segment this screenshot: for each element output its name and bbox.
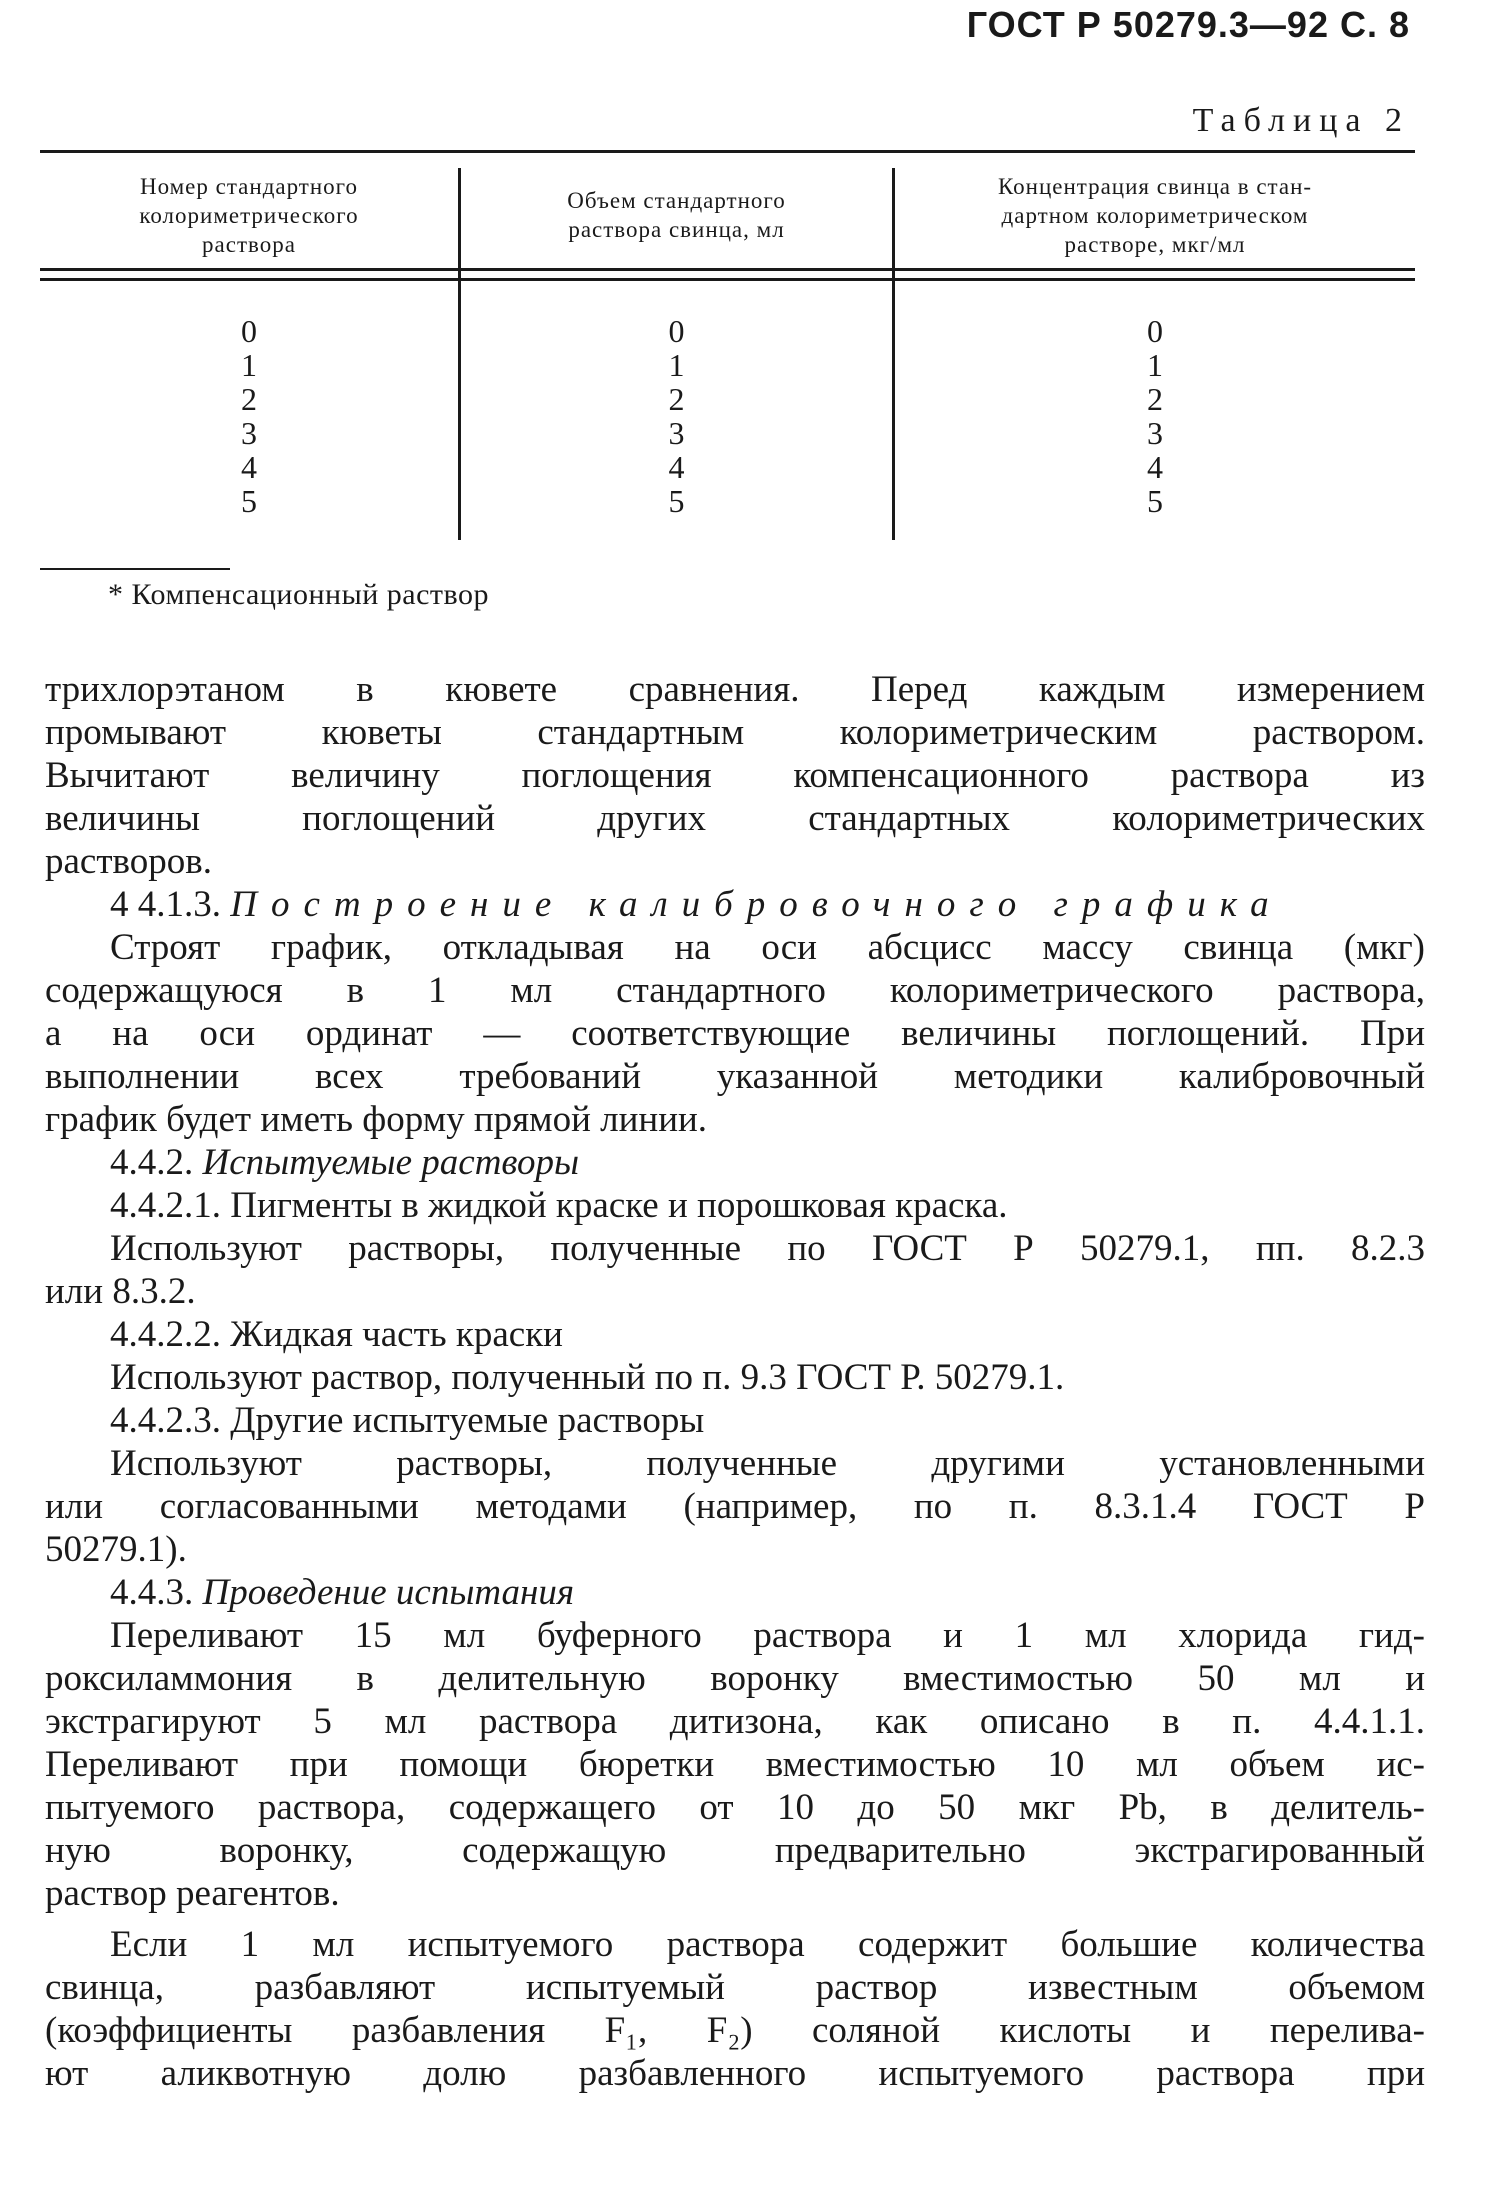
table-cell: 4: [241, 449, 257, 485]
paragraph-procedure: Переливают 15 мл буферного раствора и 1 мл хлорида гид- роксиламмония в делительную воронку вместимостью 50 мл и экстрагируют 5 мл раствора дитизона, как описано в п. 4.4.1.1. Переливают при помощи бюретки вместимостью 10 мл объем ис- пытуемого раствора, содержащего от 10 до 50 мкг Pb, в делитель- ную воронку, содержащую предварительно экстрагированный раствор реагентов.: [45, 1615, 1425, 1914]
table-cell: 2: [668, 381, 685, 417]
footnote: * Компенсационный раствор: [108, 578, 489, 611]
header-lead-volume: Объем стандартного раствора свинца, мл: [567, 188, 786, 242]
section-number: 4.4.3.: [110, 1572, 194, 1613]
data-table: [40, 150, 1415, 540]
table-cell: 3: [1147, 415, 1163, 451]
header-lead-concentration: Концентрация свинца в стан- дартном колориметрическом растворе, мкг/мл: [997, 174, 1313, 257]
table-cell: 5: [668, 483, 685, 519]
table-cell: 0: [1147, 313, 1163, 349]
column-lead-concentration: [895, 314, 1415, 518]
table-cell: 1: [1147, 347, 1163, 383]
footnote-rule: [40, 568, 230, 570]
section-heading-443: [45, 1571, 1425, 1614]
table-caption: Таблица 2: [1192, 102, 1410, 139]
body-text: [45, 668, 1425, 2095]
section-number: 4 4.1.3.: [110, 884, 221, 925]
section-heading-442: [45, 1141, 1425, 1184]
table-top-rule: [40, 150, 1415, 153]
header-standard-number: Номер стандартного колориметрического раствора: [139, 174, 359, 257]
section-title: Построение калибровочного графика: [230, 884, 1283, 925]
paragraph-4422: Используют раствор, полученный по п. 9.3 ГОСТ Р. 50279.1.: [110, 1357, 1065, 1398]
section-heading-4423: 4.4.2.3. Другие испытуемые растворы: [110, 1400, 705, 1441]
table-cell: 1: [668, 347, 685, 383]
table-cell: 3: [668, 415, 685, 451]
paragraph-4423: Используют растворы, полученные другими установленными или согласованными методами (например, по п. 8.3.1.4 ГОСТ Р 50279.1).: [45, 1443, 1425, 1570]
table-cell: 2: [241, 381, 257, 417]
table-cell: 2: [1147, 381, 1163, 417]
section-heading-4421: 4.4.2.1. Пигменты в жидкой краске и порошковая краска.: [110, 1185, 1008, 1226]
table-cell: 5: [241, 483, 257, 519]
table-cell: 1: [241, 347, 257, 383]
table-cell: 5: [1147, 483, 1163, 519]
section-heading-4413: [45, 883, 1425, 926]
table-cell: 4: [1147, 449, 1163, 485]
table-cell: 0: [241, 313, 257, 349]
header-rule-upper: [40, 268, 1415, 271]
page-header: ГОСТ Р 50279.3—92 С. 8: [966, 4, 1410, 45]
paragraph-continuation: трихлорэтаном в кювете сравнения. Перед каждым измерением промывают кюветы стандартным колориметрическим раствором. Вычитают величину поглощения компенсационного раствора из величины поглощений других стандартных колориметрических растворов.: [45, 669, 1425, 882]
column-standard-number: [40, 314, 458, 518]
section-title: Испытуемые растворы: [202, 1142, 580, 1183]
table-cell: 3: [241, 415, 257, 451]
paragraph-calibration: Строят график, откладывая на оси абсцисс массу свинца (мкг) содержащуюся в 1 мл стандартного колориметрического раствора, а на оси ординат — соответствующие величины поглощений. При выполнении всех требований указанной методики калибровочный график будет иметь форму прямой линии.: [45, 927, 1425, 1140]
paragraph-4421: Используют растворы, полученные по ГОСТ Р 50279.1, пп. 8.2.3 или 8.3.2.: [45, 1228, 1425, 1312]
table-cell: 4: [668, 449, 685, 485]
header-rule-lower: [40, 278, 1415, 281]
paragraph-dilution: Если 1 мл испытуемого раствора содержит большие количества свинца, разбавляют испытуемый раствор известным объемом (коэффициенты разбавления F₁, F₂) соляной кислоты и перелива- ют аликвотную долю разбавленного испытуемого раствора при: [45, 1924, 1425, 2094]
section-heading-4422: 4.4.2.2. Жидкая часть краски: [110, 1314, 563, 1355]
column-lead-volume: [461, 314, 892, 518]
section-title: Проведение испытания: [202, 1572, 575, 1613]
table-cell: 0: [668, 313, 685, 349]
section-number: 4.4.2.: [110, 1142, 194, 1183]
